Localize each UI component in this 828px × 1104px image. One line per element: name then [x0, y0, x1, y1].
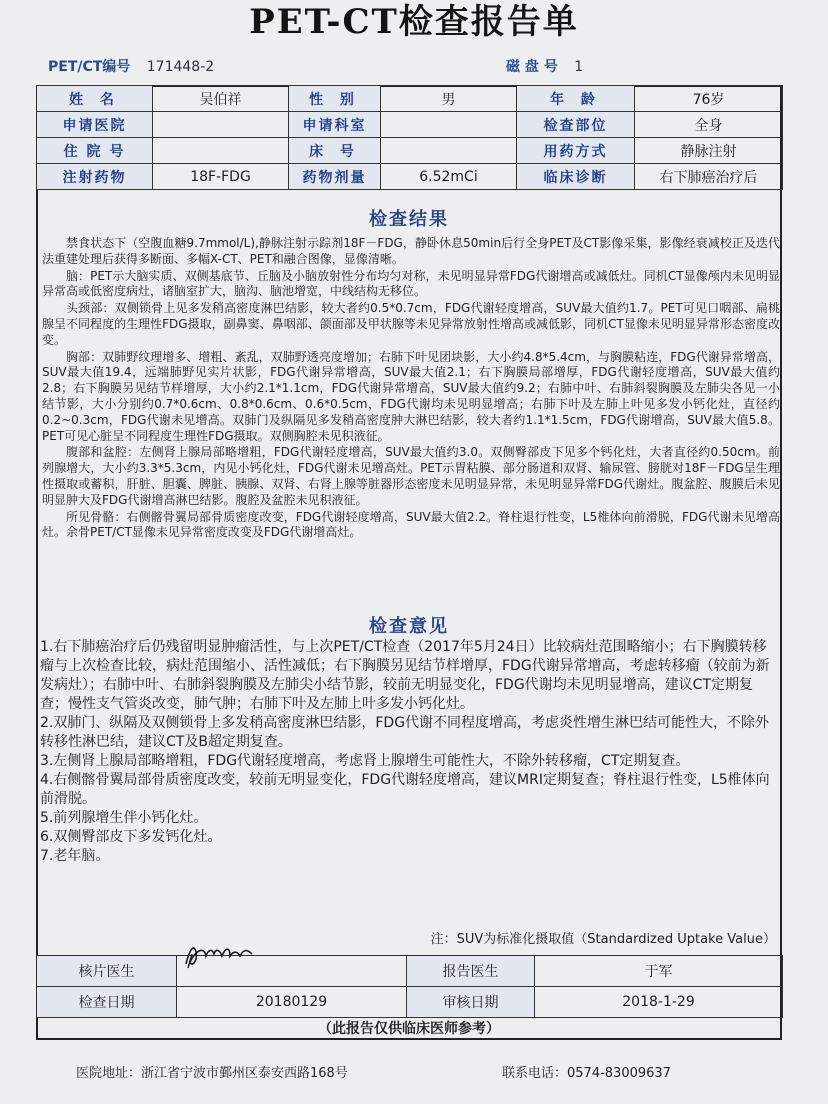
bed-number-value	[381, 138, 517, 164]
hospital-phone: 联系电话：0574-83009637	[502, 1066, 671, 1081]
report-doctor-label: 报告医生	[407, 956, 535, 987]
diagnosis-value: 右下肺癌治疗后	[635, 164, 783, 190]
opinion-item: 4.右侧髂骨翼局部骨质密度改变，较前无明显变化，FDG代谢轻度增高，建议MRI定期复查；脊柱退行性变，L5椎体向前滑脱。	[40, 772, 770, 807]
info-row	[37, 138, 783, 164]
disk-number-value: 1	[574, 59, 584, 75]
disclaimer: （此报告仅供临床医师参考）	[318, 1021, 500, 1037]
dose-value: 6.52mCi	[381, 164, 517, 190]
opinions-heading: 检查意见	[369, 616, 449, 637]
hospital-value	[153, 112, 289, 138]
sex-label: 性 别	[289, 86, 381, 112]
route-value: 静脉注射	[635, 138, 783, 164]
signoff-row	[37, 987, 783, 1018]
inpatient-number-label: 住 院 号	[37, 138, 153, 164]
results-paragraph: 头颈部：双侧锁骨上见多发稍高密度淋巴结影，较大者约0.5*0.7cm，FDG代谢轻度增高，SUV最大值约1.7。PET可见口咽部、扁桃腺呈不同程度的生理性FDG摄取，副鼻窦、鼻咽部、颌面部及甲状腺等未见异常放射性增高或减低影，同机CT显像未见明显异常形态密度改变。	[42, 301, 780, 347]
opinion-item: 1.右下肺癌治疗后仍残留明显肿瘤活性，与上次PET/CT检查（2017年5月24日）比较病灶范围略缩小；右下胸膜转移瘤与上次检查比较，病灶范围缩小、活性减低；右下胸膜另见结节样增厚，FDG代谢异常增高，考虑转移瘤（较前为新发病灶）；右肺中叶、右肺斜裂胸膜及左肺尖小结节影，较前无明显变化，FDG代谢均未见明显增高，建议CT定期复查；慢性支气管炎改变，肺气肿；右肺下叶及左肺上叶多发小钙化灶。	[40, 639, 770, 712]
age-value: 76岁	[635, 86, 783, 112]
opinion-item: 5.前列腺增生伴小钙化灶。	[40, 810, 208, 826]
name-value: 吴伯祥	[153, 86, 289, 112]
results-paragraph: 所见骨骼：右侧髂骨翼局部骨质密度改变，FDG代谢轻度增高，SUV最大值2.2。脊柱退行性变，L5椎体向前滑脱，FDG代谢未见增高灶。余骨PET/CT显像未见异常密度改变及FDG代谢增高灶。	[42, 509, 780, 540]
sex-value: 男	[381, 86, 517, 112]
opinion-item: 3.左侧肾上腺局部略增粗，FDG代谢轻度增高，考虑肾上腺增生可能性大，不除外转移瘤，CT定期复查。	[40, 753, 690, 769]
patient-info-table	[36, 85, 783, 190]
suv-note: 注：SUV为标准化摄取值（Standardized Uptake Value）	[430, 932, 776, 947]
opinion-item: 2.双肺门、纵隔及双侧锁骨上多发稍高密度淋巴结影，FDG代谢不同程度增高，考虑炎性增生淋巴结可能性大，不除外转移性淋巴结，建议CT及B超定期复查。	[40, 715, 770, 750]
signoff-table	[36, 955, 783, 1018]
info-row	[37, 164, 783, 190]
diagnosis-label: 临床诊断	[517, 164, 635, 190]
exam-part-value: 全身	[635, 112, 783, 138]
report-title: PET-CT检查报告单	[249, 2, 579, 42]
pet-ct-id-value: 171448-2	[146, 59, 215, 75]
inpatient-number-value	[153, 138, 289, 164]
results-heading: 检查结果	[369, 209, 449, 230]
hospital-label: 申请医院	[37, 112, 153, 138]
info-row	[37, 86, 783, 112]
film-doctor-label: 核片医生	[37, 956, 177, 987]
opinions-list	[40, 638, 780, 866]
opinion-item: 6.双侧臀部皮下多发钙化灶。	[40, 829, 222, 845]
info-row	[37, 112, 783, 138]
department-value	[381, 112, 517, 138]
department-label: 申请科室	[289, 112, 381, 138]
exam-date-value: 20180129	[177, 987, 407, 1018]
results-paragraph: 胸部：双肺野纹理增多、增粗、紊乱，双肺野透亮度增加；右肺下叶见团块影，大小约4.8*5.4cm，与胸膜粘连，FDG代谢异常增高，SUV最大值19.4，远端肺野见实片状影，FDG代谢异常增高，SUV最大值2.1；右下胸膜局部增厚，FDG代谢轻度增高，SUV最大值约2.8；右下胸膜另见结节样增厚，大小约2.1*1.1cm，FDG代谢异常增高，SUV最大值约9.2；右肺中叶、右肺斜裂胸膜及左肺尖各见一小结节影，大小分别约0.7*0.6cm、0.8*0.6cm、0.6*0.5cm，FDG代谢均未见明显增高；右肺下叶及左肺上叶见多发小钙化灶，直径约0.2~0.3cm，FDG代谢未见增高。双肺门及纵隔见多发稍高密度肿大淋巴结影，较大者约1.1*1.5cm，FDG代谢增高，SUV最大值5.8。PET可见心脏呈不同程度生理性FDG摄取。双侧胸腔未见积液征。	[42, 349, 780, 443]
report-meta	[48, 56, 788, 80]
review-date-value: 2018-1-29	[535, 987, 783, 1018]
handwritten-signature	[182, 938, 262, 972]
results-paragraph: 腹部和盆腔：左侧肾上腺局部略增粗，FDG代谢轻度增高，SUV最大值约3.0。双侧臀部皮下见多个钙化灶，大者直径约0.50cm。前列腺增大，大小约3.3*5.3cm，内见小钙化灶，FDG代谢未见增高灶。PET示胃粘膜、部分肠道和双肾、输尿管、膀胱对18F－FDG呈生理性摄取或蓄积，肝脏、胆囊、脾脏、胰腺、双肾、右肾上腺等脏器形态密度未见明显异常，未见明显异常FDG代谢灶。腹盆腔、腹膜后未见明显肿大及FDG代谢增高淋巴结影。腹腔及盆腔未见积液征。	[42, 445, 780, 507]
hospital-address: 医院地址：浙江省宁波市鄞州区泰安西路168号	[76, 1066, 348, 1081]
dose-label: 药物剂量	[289, 164, 381, 190]
drug-label: 注射药物	[37, 164, 153, 190]
results-body	[42, 236, 780, 542]
exam-part-label: 检查部位	[517, 112, 635, 138]
pet-ct-id-label: PET/CT编号	[48, 59, 131, 75]
bed-number-label: 床 号	[289, 138, 381, 164]
age-label: 年 龄	[517, 86, 635, 112]
disk-number-label: 磁 盘 号	[506, 59, 558, 75]
exam-date-label: 检查日期	[37, 987, 177, 1018]
signoff-row	[37, 956, 783, 987]
name-label: 姓 名	[37, 86, 153, 112]
route-label: 用药方式	[517, 138, 635, 164]
drug-value: 18F-FDG	[153, 164, 289, 190]
results-paragraph: 禁食状态下（空腹血糖9.7mmol/L),静脉注射示踪剂18F－FDG，静卧休息50min后行全身PET及CT影像采集，影像经衰减校正及迭代法重建处理后获得多断面、多幅X-CT、PET和融合图像，显像清晰。	[42, 236, 780, 266]
report-doctor-value: 于军	[535, 956, 783, 987]
review-date-label: 审核日期	[407, 987, 535, 1018]
results-paragraph: 脑：PET示大脑实质、双侧基底节、丘脑及小脑放射性分布均匀对称，未见明显异常FDG代谢增高或减低灶。同机CT显像颅内未见明显异常高或低密度病灶，诸脑室扩大，脑沟、脑池增宽，中线结构无移位。	[42, 268, 780, 299]
opinion-item: 7.老年脑。	[40, 848, 110, 864]
